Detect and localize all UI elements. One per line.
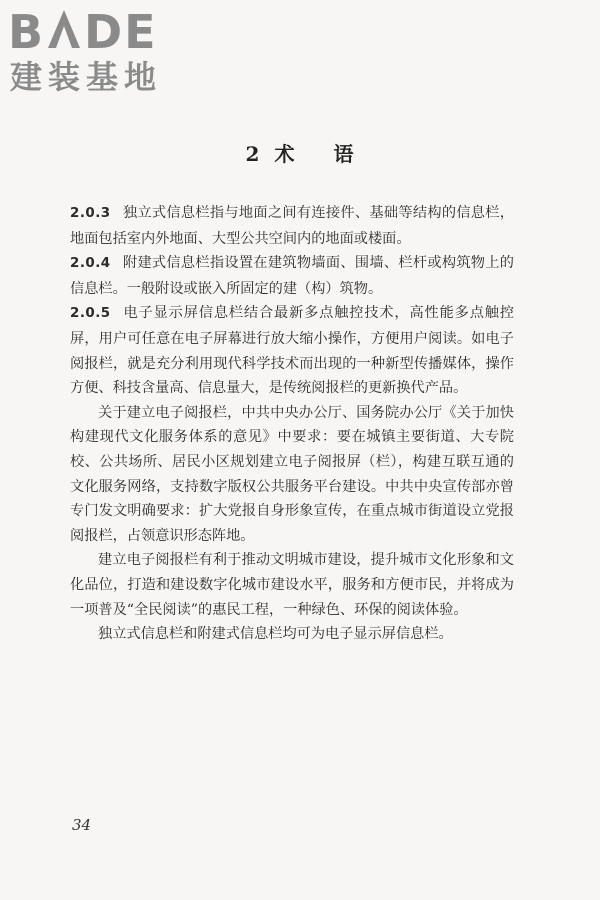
clause-entry <box>70 301 514 400</box>
clause-entry <box>70 201 514 251</box>
logo-a-mark <box>48 10 80 48</box>
clause-number: 2.0.4 <box>70 256 111 272</box>
clause-number: 2.0.5 <box>70 306 111 322</box>
svg-text:建装基地: 建装基地 <box>10 58 163 94</box>
page-number: 34 <box>72 816 92 834</box>
body-paragraph: 关于建立电子阅报栏，中共中央办公厅、国务院办公厅《关于加快构建现代文化服务体系的意见》中要求：要在城镇主要街道、大专院校、公共场所、居民小区规划建立电子阅报屏（栏），构建互联互通的文化服务网络，支持数字版权公共服务平台建设。中共中央宣传部亦曾专门发文明确要求：扩大党报自身形象宣传，在重点城市街道设立党报阅报栏，占领意识形态阵地。 <box>70 404 514 544</box>
section-title-char-1: 术 <box>274 142 296 166</box>
brand-logo-graphic <box>8 4 178 94</box>
svg-text:B: B <box>8 5 46 59</box>
clause-text: 独立式信息栏指与地面之间有连接件、基础等结构的信息栏，地面包括室内外地面、大型公共空间内的地面或楼面。 <box>70 205 514 247</box>
section-title-char-2: 语 <box>333 142 355 166</box>
clause-text: 电子显示屏信息栏结合最新多点触控技术，高性能多点触控屏，用户可任意在电子屏幕进行放大缩小操作，方便用户阅读。如电子阅报栏，就是充分利用现代科学技术而出现的一种新型传播媒体，操作方便、科技含量高、信息量大，是传统阅报栏的更新换代产品。 <box>70 305 514 397</box>
body-paragraph: 建立电子阅报栏有利于推动文明城市建设，提升城市文化形象和文化品位，打造和建设数字化城市建设水平，服务和方便市民，并将成为一项普及“全民阅读”的惠民工程，一种绿色、环保的阅读体验。 <box>70 552 514 618</box>
section-number: 2 <box>245 142 261 166</box>
clause-entry <box>70 251 514 301</box>
svg-text:DE: DE <box>84 5 158 59</box>
clause-number: 2.0.3 <box>70 206 111 221</box>
body-paragraph: 独立式信息栏和附建式信息栏均可为电子显示屏信息栏。 <box>98 626 453 643</box>
body-text <box>70 201 514 647</box>
section-title <box>0 138 600 167</box>
clause-text: 附建式信息栏指设置在建筑物墙面、围墙、栏杆或构筑物上的信息栏。一般附设或嵌入所固定的建（构）筑物。 <box>70 255 514 297</box>
brand-logo <box>8 4 178 94</box>
